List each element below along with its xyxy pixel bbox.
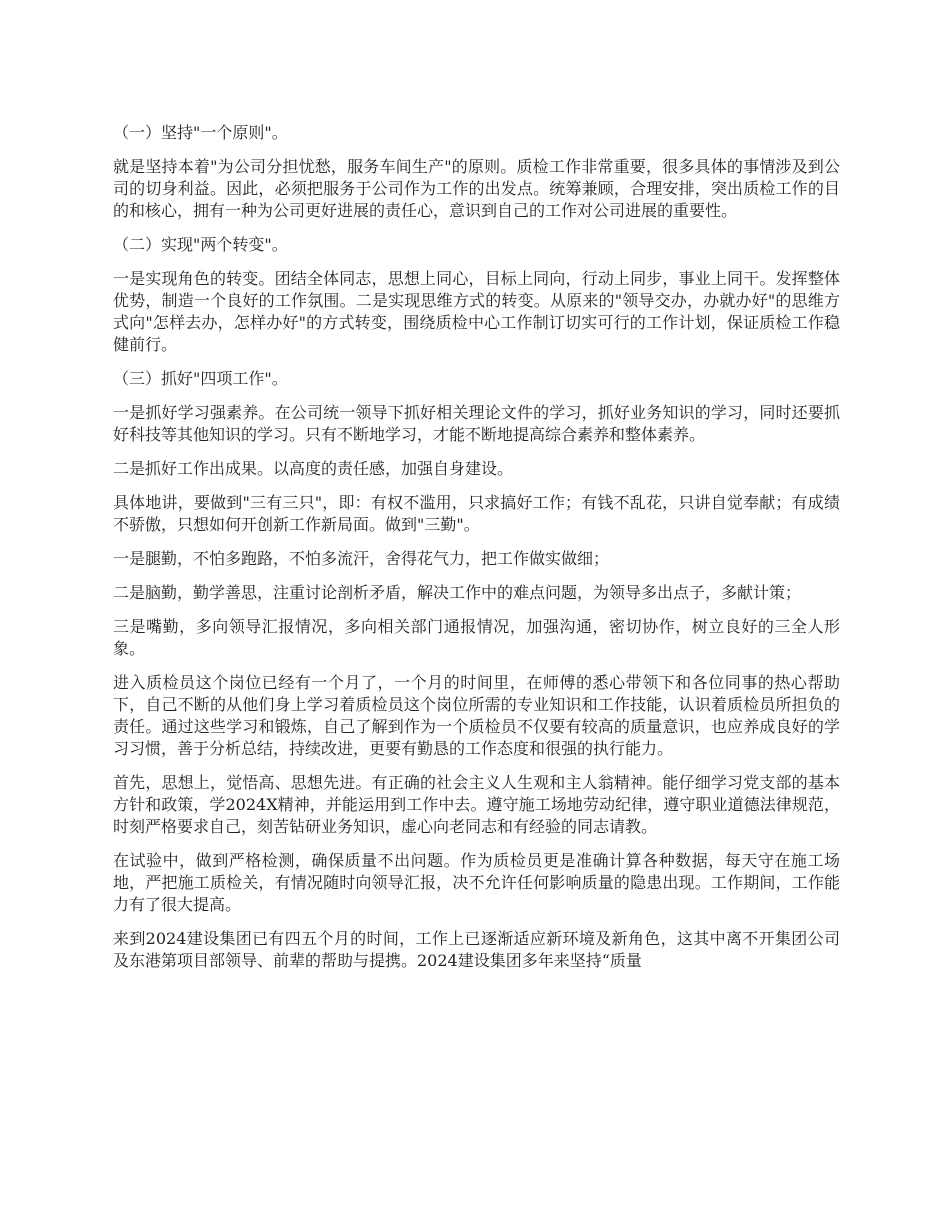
paragraph: 三是嘴勤，多向领导汇报情况，多向相关部门通报情况，加强沟通，密切协作，树立良好的三全人形象。 — [113, 617, 840, 658]
paragraph: 来到2024建设集团已有四五个月的时间，工作上已逐渐适应新环境及新角色，这其中离不开集团公司及东港第项目部领导、前辈的帮助与提携。2024建设集团多年来坚持“质量 — [113, 929, 840, 970]
section-heading-two: （二）实现"两个转变"。 — [113, 235, 288, 254]
paragraph: 一是腿勤，不怕多跑路，不怕多流汗，舍得花气力，把工作做实做细； — [113, 549, 610, 568]
paragraph: 一是实现角色的转变。团结全体同志，思想上同心，目标上同向，行动上同步，事业上同干。发挥整体优势，制造一个良好的工作氛围。二是实现思维方式的转变。从原来的"领导交办，办就办好"的思维方式向"怎样去办，怎样办好"的方式转变，围绕质检中心工作制订切实可行的工作计划，保证质检工作稳健前行。 — [113, 269, 840, 354]
paragraph: 一是抓好学习强素养。在公司统一领导下抓好相关理论文件的学习，抓好业务知识的学习，同时还要抓好科技等其他知识的学习。只有不断地学习，才能不断地提高综合素养和整体素养。 — [113, 403, 840, 444]
paragraph: 在试验中，做到严格检测，确保质量不出问题。作为质检员更是准确计算各种数据，每天守在施工场地，严把施工质检关，有情况随时向领导汇报，决不允许任何影响质量的隐患出现。工作期间，工作能力有了很大提高。 — [113, 851, 840, 914]
paragraph: 具体地讲，要做到"三有三只"，即：有权不滥用，只求搞好工作；有钱不乱花，只讲自觉奉献；有成绩不骄傲，只想如何开创新工作新局面。做到"三勤"。 — [113, 493, 840, 534]
paragraph: 首先，思想上，觉悟高、思想先进。有正确的社会主义人生观和主人翁精神。能仔细学习党支部的基本方针和政策，学2024X精神，并能运用到工作中去。遵守施工场地劳动纪律，遵守职业道德法律规范，时刻严格要求自己，刻苦钻研业务知识，虚心向老同志和有经验的同志请教。 — [113, 773, 840, 836]
paragraph: 二是抓好工作出成果。以高度的责任感，加强自身建设。 — [113, 459, 514, 478]
document-page — [113, 122, 840, 984]
paragraph: 就是坚持本着"为公司分担忧愁，服务车间生产"的原则。质检工作非常重要，很多具体的事情涉及到公司的切身利益。因此，必须把服务于公司作为工作的出发点。统筹兼顾，合理安排，突出质检工作的目的和核心，拥有一种为公司更好进展的责任心，意识到自己的工作对公司进展的重要性。 — [113, 157, 840, 220]
section-heading-three: （三）抓好"四项工作"。 — [113, 369, 288, 388]
section-heading-one: （一）坚持"一个原则"。 — [113, 123, 288, 142]
paragraph: 进入质检员这个岗位已经有一个月了，一个月的时间里，在师傅的悉心带领下和各位同事的热心帮助下，自己不断的从他们身上学习着质检员这个岗位所需的专业知识和工作技能，认识着质检员所担负的责任。通过这些学习和锻炼，自己了解到作为一个质检员不仅要有较高的质量意识，也应养成良好的学习习惯，善于分析总结，持续改进，更要有勤恳的工作态度和很强的执行能力。 — [113, 673, 840, 758]
paragraph: 二是脑勤，勤学善思，注重讨论剖析矛盾，解决工作中的难点问题，为领导多出点子，多献计策； — [113, 583, 802, 602]
